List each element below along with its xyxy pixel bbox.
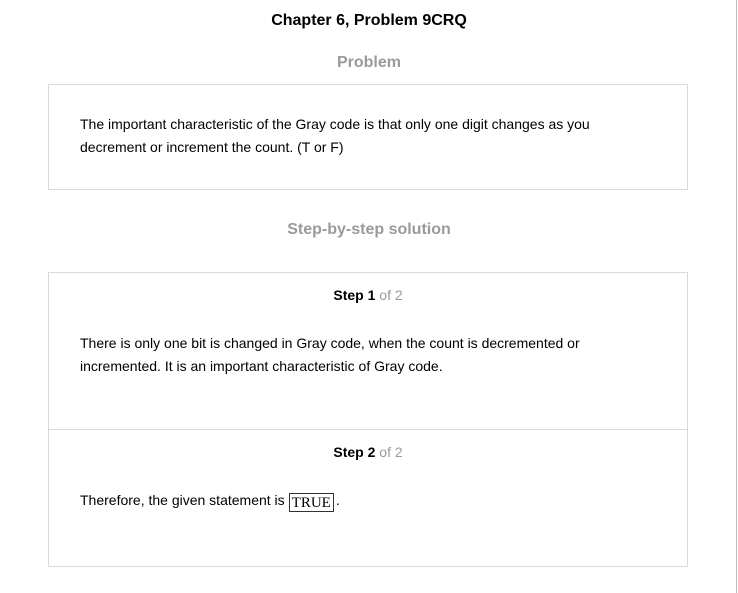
solution-heading: Step-by-step solution — [287, 221, 451, 238]
step-2-text — [80, 489, 647, 512]
step-2-label: Step — [333, 444, 364, 460]
step-2 — [49, 430, 687, 566]
step-1-header — [49, 287, 687, 303]
step-1-number: 1 — [367, 287, 376, 303]
problem-heading: Problem — [336, 54, 401, 71]
problem-box — [48, 84, 688, 190]
step-1-text: There is only one bit is changed in Gray code, when the count is decremented or incremented. It is an important characteristic of Gray code. — [80, 335, 580, 374]
step-2-text-before: Therefore, the given statement is — [80, 492, 285, 508]
step-1 — [49, 273, 687, 430]
solution-box — [48, 272, 688, 567]
step-2-number: 2 — [367, 444, 376, 460]
step-1-label: Step — [333, 287, 364, 303]
step-2-text-after: . — [335, 492, 340, 508]
step-2-header — [49, 444, 687, 460]
step-1-of: of 2 — [379, 287, 403, 303]
page-title: Chapter 6, Problem 9CRQ — [271, 12, 467, 29]
step-2-of: of 2 — [379, 444, 403, 460]
problem-text: The important characteristic of the Gray code is that only one digit changes as you decrement or increment the count. (T or F) — [80, 116, 590, 155]
answer-box: TRUE — [289, 493, 334, 512]
page-right-border — [736, 0, 737, 593]
